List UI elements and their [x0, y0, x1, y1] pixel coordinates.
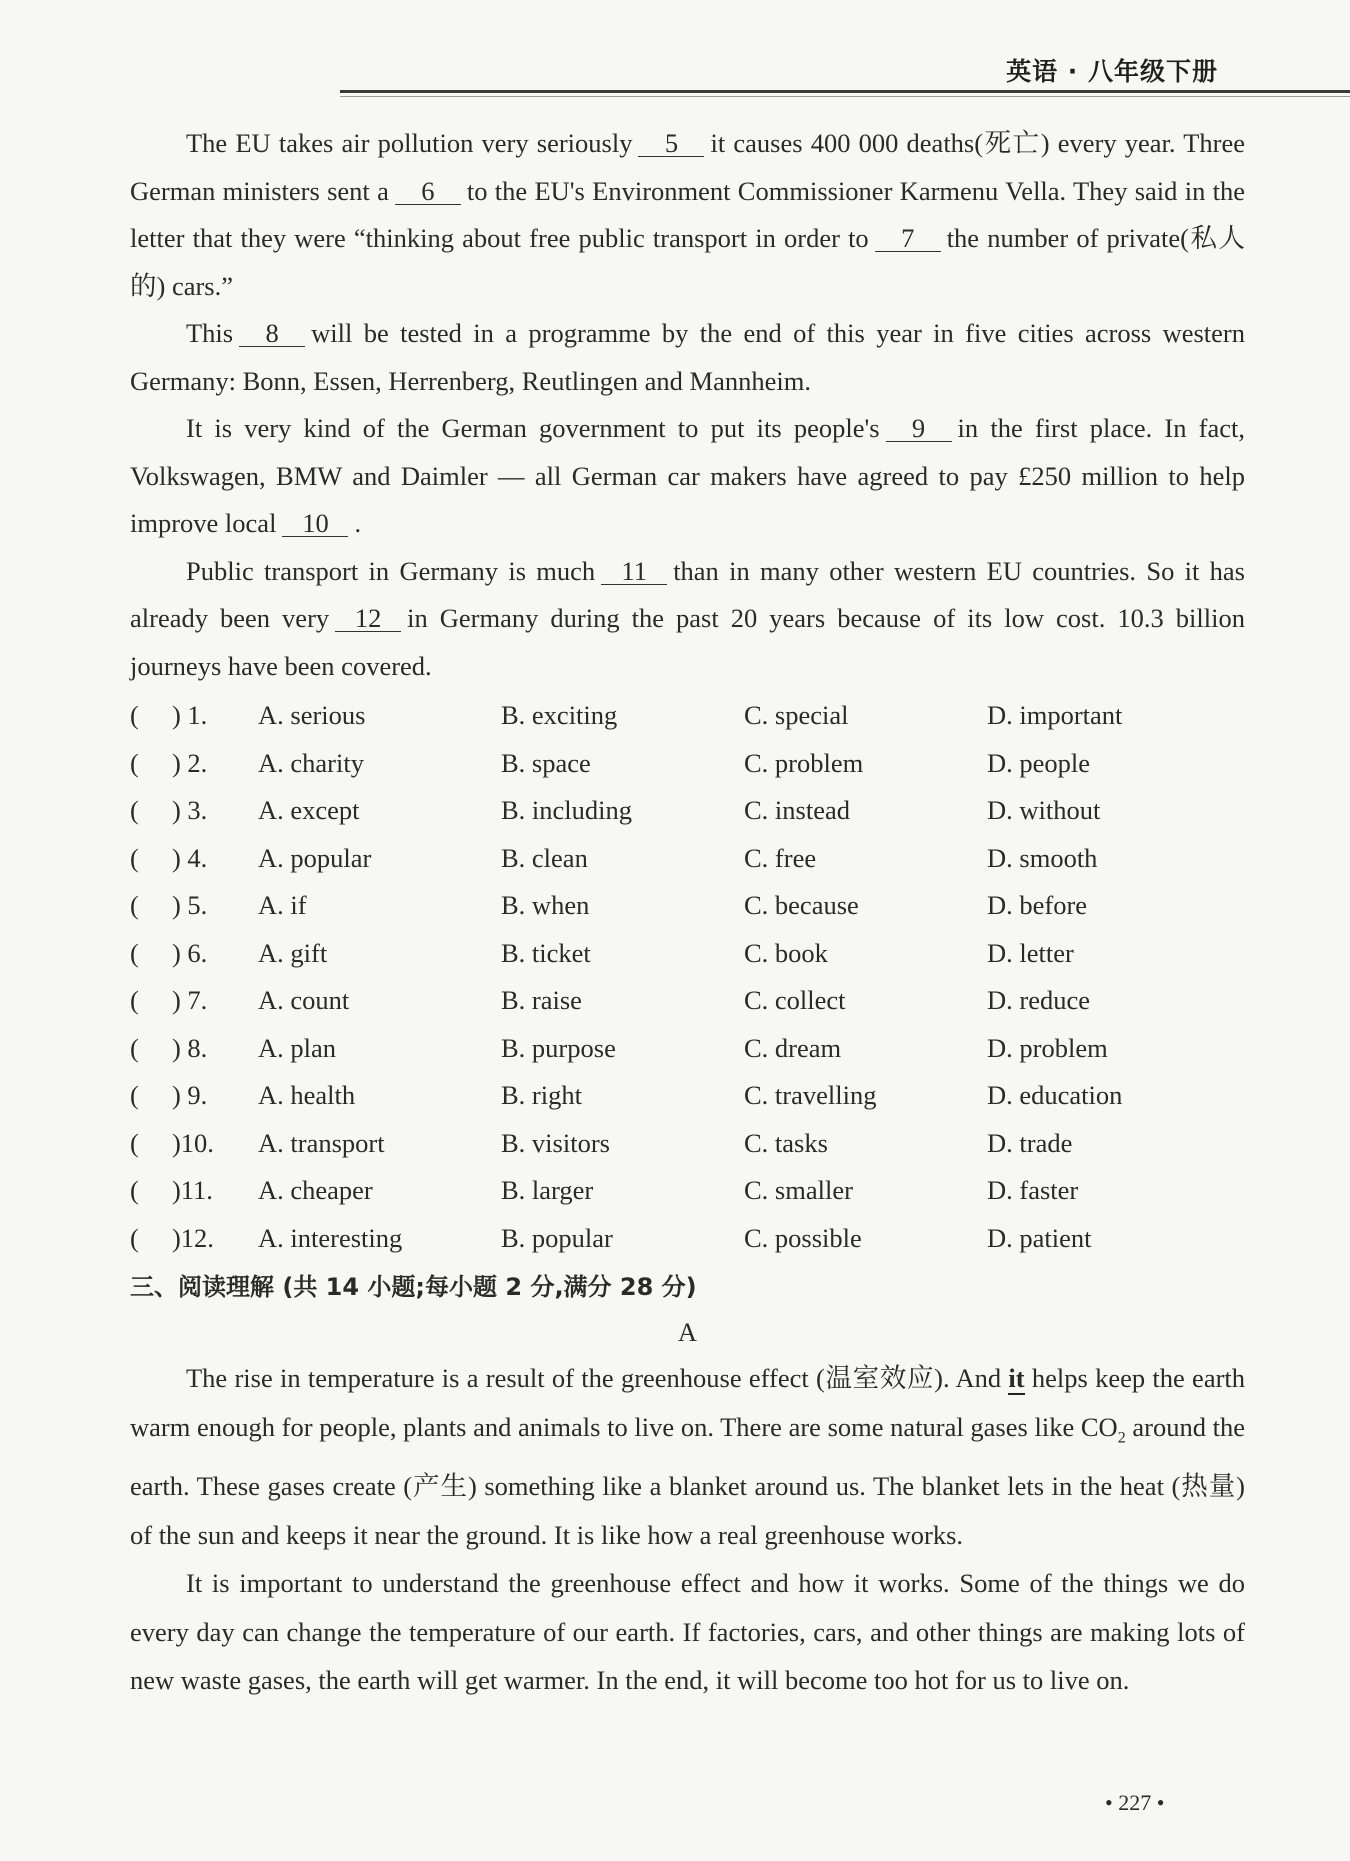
answer-bracket[interactable]: ( )10.: [130, 1127, 214, 1158]
option-b: B. purpose: [501, 1032, 616, 1063]
text: in the first place. In fact, Volkswagen, BMW and Daimler — all German car makers have agreed to pay £250 million to help improve local: [130, 413, 1246, 538]
reading-paragraph-2: It is important to understand the greenhouse effect and how it works. Some of the things we do every day can change the temperature of our earth. If factories, cars, and other things are making lots of new waste gases, the earth will get warmer. In the end, it will become too hot for us to live on.: [130, 1568, 1245, 1696]
reading-paragraph-1: [130, 1354, 1245, 1559]
answer-bracket[interactable]: ( ) 6.: [130, 937, 208, 968]
option-d: D. letter: [987, 937, 1074, 968]
text: helps keep the earth warm enough for people, plants and animals to live on. There are some natural gases like CO: [130, 1363, 1246, 1442]
option-row-7: [130, 977, 1245, 1025]
text: to the EU's Environment Commissioner Karmenu Vella. They said in the letter that they were “thinking about free public transport in order to: [130, 175, 1246, 253]
blank-8: 8: [239, 320, 305, 347]
text: .: [354, 508, 362, 538]
option-c: C. problem: [744, 747, 864, 778]
text: around the earth. These gases create (产生) something like a blanket around us. The blanket lets in the heat (热量) of the sun and keeps it near the ground. It is like how a real greenhouse works.: [130, 1411, 1245, 1550]
answer-bracket[interactable]: ( ) 9.: [130, 1080, 208, 1110]
option-a: A. except: [258, 795, 360, 825]
option-d: D. problem: [987, 1032, 1108, 1063]
option-d: D. people: [987, 747, 1091, 778]
answer-bracket[interactable]: ( ) 8.: [130, 1032, 208, 1063]
text: in Germany during the past 20 years because of its low cost. 10.3 billion journeys have been covered.: [130, 603, 1245, 681]
text: The rise in temperature is a result of the greenhouse effect (温室效应). And: [186, 1363, 1002, 1393]
text: It is very kind of the German government to put its people's: [186, 413, 880, 443]
page-number: • 227 •: [1105, 1790, 1165, 1815]
option-a: A. count: [258, 985, 350, 1015]
option-a: A. gift: [258, 937, 328, 968]
option-row-11: [130, 1167, 1245, 1215]
option-d: D. before: [987, 890, 1088, 920]
cloze-paragraph-4: [130, 548, 1245, 691]
option-b: B. ticket: [501, 937, 591, 968]
answer-bracket[interactable]: ( ) 1.: [130, 700, 208, 730]
cloze-paragraph-3: [130, 405, 1245, 548]
page-content: [130, 120, 1245, 1705]
option-row-2: [130, 740, 1245, 788]
subscript-2: 2: [1117, 1428, 1126, 1446]
option-row-12: [130, 1215, 1245, 1263]
answer-bracket[interactable]: ( ) 3.: [130, 795, 208, 825]
header-rule: [340, 90, 1350, 93]
option-c: C. dream: [744, 1032, 842, 1063]
option-b: B. space: [501, 747, 591, 778]
option-c: C. possible: [744, 1222, 862, 1253]
option-row-4: [130, 835, 1245, 883]
option-b: B. exciting: [501, 700, 618, 730]
header-rule-thin: [340, 96, 1350, 97]
section-heading: 三、阅读理解 (共 14 小题;每小题 2 分,满分 28 分): [130, 1273, 697, 1301]
option-b: B. clean: [501, 842, 588, 873]
answer-bracket[interactable]: ( )12.: [130, 1222, 214, 1253]
blank-12: 12: [335, 605, 401, 632]
option-c: C. book: [744, 937, 828, 968]
option-c: C. free: [744, 842, 817, 873]
cloze-paragraph-2: [130, 310, 1245, 405]
option-row-1: [130, 692, 1245, 740]
text: will be tested in a programme by the end of this year in five cities across western Germany: Bonn, Essen, Herrenberg, Reutlingen and Mannheim.: [130, 318, 1245, 396]
option-c: C. instead: [744, 795, 850, 825]
option-c: C. collect: [744, 985, 846, 1015]
text: The EU takes air pollution very seriously: [186, 128, 633, 158]
answer-bracket[interactable]: ( ) 7.: [130, 985, 208, 1015]
option-c: C. travelling: [744, 1080, 877, 1110]
option-b: B. when: [501, 890, 590, 920]
text: the number of private(私人的) cars.”: [130, 223, 1245, 301]
option-a: A. transport: [258, 1127, 385, 1158]
option-a: A. interesting: [258, 1222, 403, 1253]
option-a: A. popular: [258, 842, 372, 873]
option-c: C. because: [744, 890, 859, 920]
option-d: D. education: [987, 1080, 1123, 1110]
text: it causes 400 000 deaths(死亡) every year. Three German ministers sent a: [130, 128, 1245, 206]
option-d: D. trade: [987, 1127, 1073, 1158]
option-b: B. larger: [501, 1175, 594, 1205]
option-a: A. charity: [258, 747, 364, 778]
answer-bracket[interactable]: ( ) 4.: [130, 842, 208, 873]
option-d: D. smooth: [987, 842, 1098, 873]
option-a: A. plan: [258, 1032, 337, 1063]
option-c: C. tasks: [744, 1127, 828, 1158]
option-b: B. visitors: [501, 1127, 610, 1158]
option-a: A. serious: [258, 700, 366, 730]
blank-9: 9: [886, 415, 952, 442]
blank-5: 5: [638, 130, 704, 157]
options-list: [130, 692, 1245, 1262]
text: This: [186, 318, 234, 348]
option-d: D. patient: [987, 1222, 1092, 1253]
option-a: A. cheaper: [258, 1175, 373, 1205]
passage-label: A: [677, 1317, 698, 1347]
option-d: D. reduce: [987, 985, 1090, 1015]
answer-bracket[interactable]: ( ) 2.: [130, 747, 208, 778]
header-title: 英语 · 八年级下册: [1006, 57, 1218, 86]
blank-11: 11: [601, 558, 667, 585]
blank-10: 10: [282, 510, 348, 537]
option-b: B. including: [501, 795, 633, 825]
option-a: A. health: [258, 1080, 356, 1110]
blank-7: 7: [875, 225, 941, 252]
text: than in many other western EU countries. So it has already been very: [130, 555, 1245, 633]
option-row-8: [130, 1025, 1245, 1073]
text: Public transport in Germany is much: [186, 555, 596, 586]
option-d: D. important: [987, 700, 1123, 730]
option-row-6: [130, 930, 1245, 978]
option-d: D. faster: [987, 1175, 1079, 1205]
option-a: A. if: [258, 890, 307, 920]
option-b: B. raise: [501, 985, 582, 1015]
option-row-10: [130, 1120, 1245, 1168]
answer-bracket[interactable]: ( ) 5.: [130, 890, 208, 920]
option-row-5: [130, 882, 1245, 930]
option-d: D. without: [987, 795, 1101, 825]
underlined-it: it: [1008, 1363, 1025, 1393]
option-row-3: [130, 787, 1245, 835]
option-c: C. smaller: [744, 1175, 853, 1205]
option-c: C. special: [744, 700, 849, 730]
cloze-paragraph-1: [130, 120, 1245, 310]
answer-bracket[interactable]: ( )11.: [130, 1175, 213, 1205]
option-row-9: [130, 1072, 1245, 1120]
option-b: B. right: [501, 1080, 582, 1110]
blank-6: 6: [395, 178, 461, 205]
option-b: B. popular: [501, 1222, 613, 1253]
